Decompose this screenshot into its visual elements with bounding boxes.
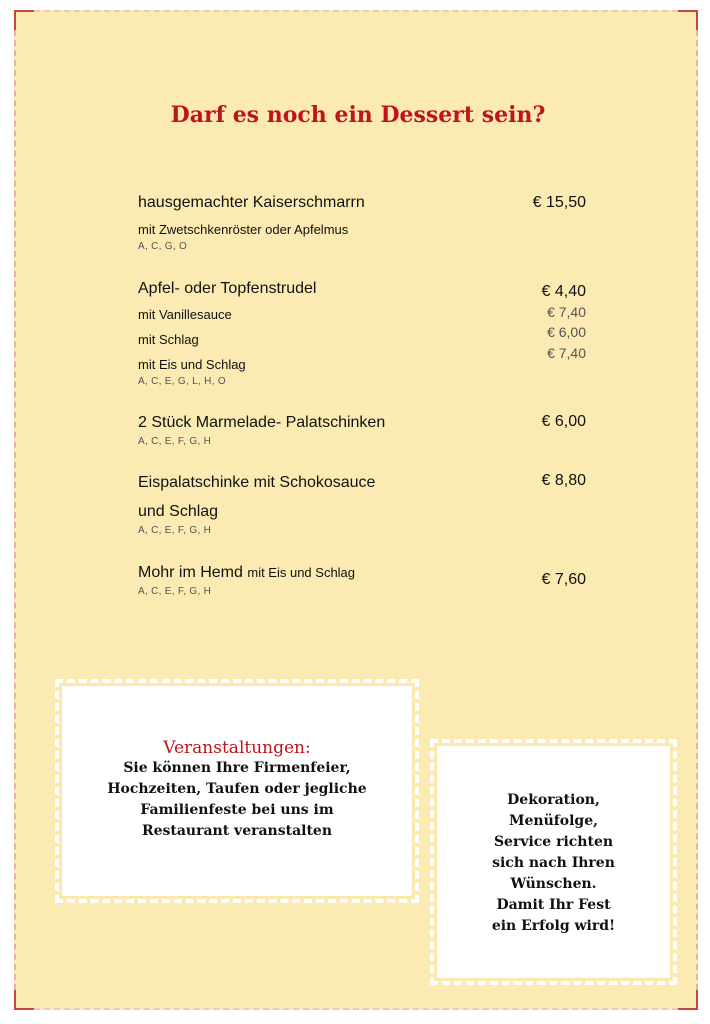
- dessert-name: Eispalatschinke mit Schokosauce: [138, 474, 376, 491]
- dessert-option: mit Vanillesauce: [138, 307, 232, 322]
- service-line: Wünschen.: [510, 876, 597, 892]
- dessert-description: mit Zwetschkenröster oder Apfelmus: [138, 222, 349, 237]
- corner-mark: [678, 990, 698, 1010]
- allergen-codes: A, C, E, F, G, H: [138, 436, 212, 447]
- service-line: ein Erfolg wird!: [491, 918, 616, 934]
- allergen-codes: A, C, G, O: [138, 241, 188, 252]
- service-line: Menüfolge,: [508, 813, 598, 829]
- events-line: Restaurant veranstalten: [141, 823, 333, 839]
- allergen-codes: A, C, E, F, G, H: [138, 525, 212, 536]
- dessert-name-continued: und Schlag: [138, 503, 219, 520]
- option-price: € 6,00: [547, 324, 586, 340]
- service-line: Service richten: [493, 834, 614, 850]
- corner-mark: [14, 990, 34, 1010]
- dessert-price: € 4,40: [541, 283, 586, 300]
- events-box: [62, 686, 412, 896]
- events-line: Sie können Ihre Firmenfeier,: [123, 760, 351, 776]
- service-line: Damit Ihr Fest: [496, 897, 611, 913]
- service-line: sich nach Ihren: [492, 855, 615, 871]
- option-price: € 7,40: [547, 345, 586, 361]
- service-box: [437, 746, 670, 978]
- dessert-price: € 6,00: [541, 413, 586, 430]
- dessert-name: hausgemachter Kaiserschmarrn: [138, 194, 365, 211]
- dessert-option: mit Schlag: [138, 332, 199, 347]
- option-price: € 7,40: [547, 304, 586, 320]
- service-line: Dekoration,: [507, 792, 600, 808]
- dessert-price: € 7,60: [541, 571, 586, 588]
- dessert-description: mit Eis und Schlag: [247, 565, 356, 580]
- corner-mark: [14, 10, 34, 30]
- menu-page: [14, 10, 698, 1010]
- allergen-codes: A, C, E, G, L, H, O: [138, 376, 226, 387]
- events-line: Hochzeiten, Taufen oder jegliche: [107, 781, 367, 797]
- dessert-name: [138, 564, 355, 582]
- dessert-price: € 8,80: [541, 472, 586, 489]
- corner-mark: [678, 10, 698, 30]
- dessert-option: mit Eis und Schlag: [138, 357, 246, 372]
- dessert-name: Apfel- oder Topfenstrudel: [138, 280, 317, 297]
- dessert-price: € 15,50: [532, 194, 586, 211]
- dessert-name-text: Mohr im Hemd: [138, 564, 243, 581]
- allergen-codes: A, C, E, F, G, H: [138, 586, 212, 597]
- events-line: Familienfeste bei uns im: [140, 802, 334, 818]
- page-title: Darf es noch ein Dessert sein?: [170, 102, 546, 128]
- events-heading: Veranstaltungen:: [163, 738, 311, 758]
- dessert-name: 2 Stück Marmelade- Palatschinken: [138, 414, 386, 431]
